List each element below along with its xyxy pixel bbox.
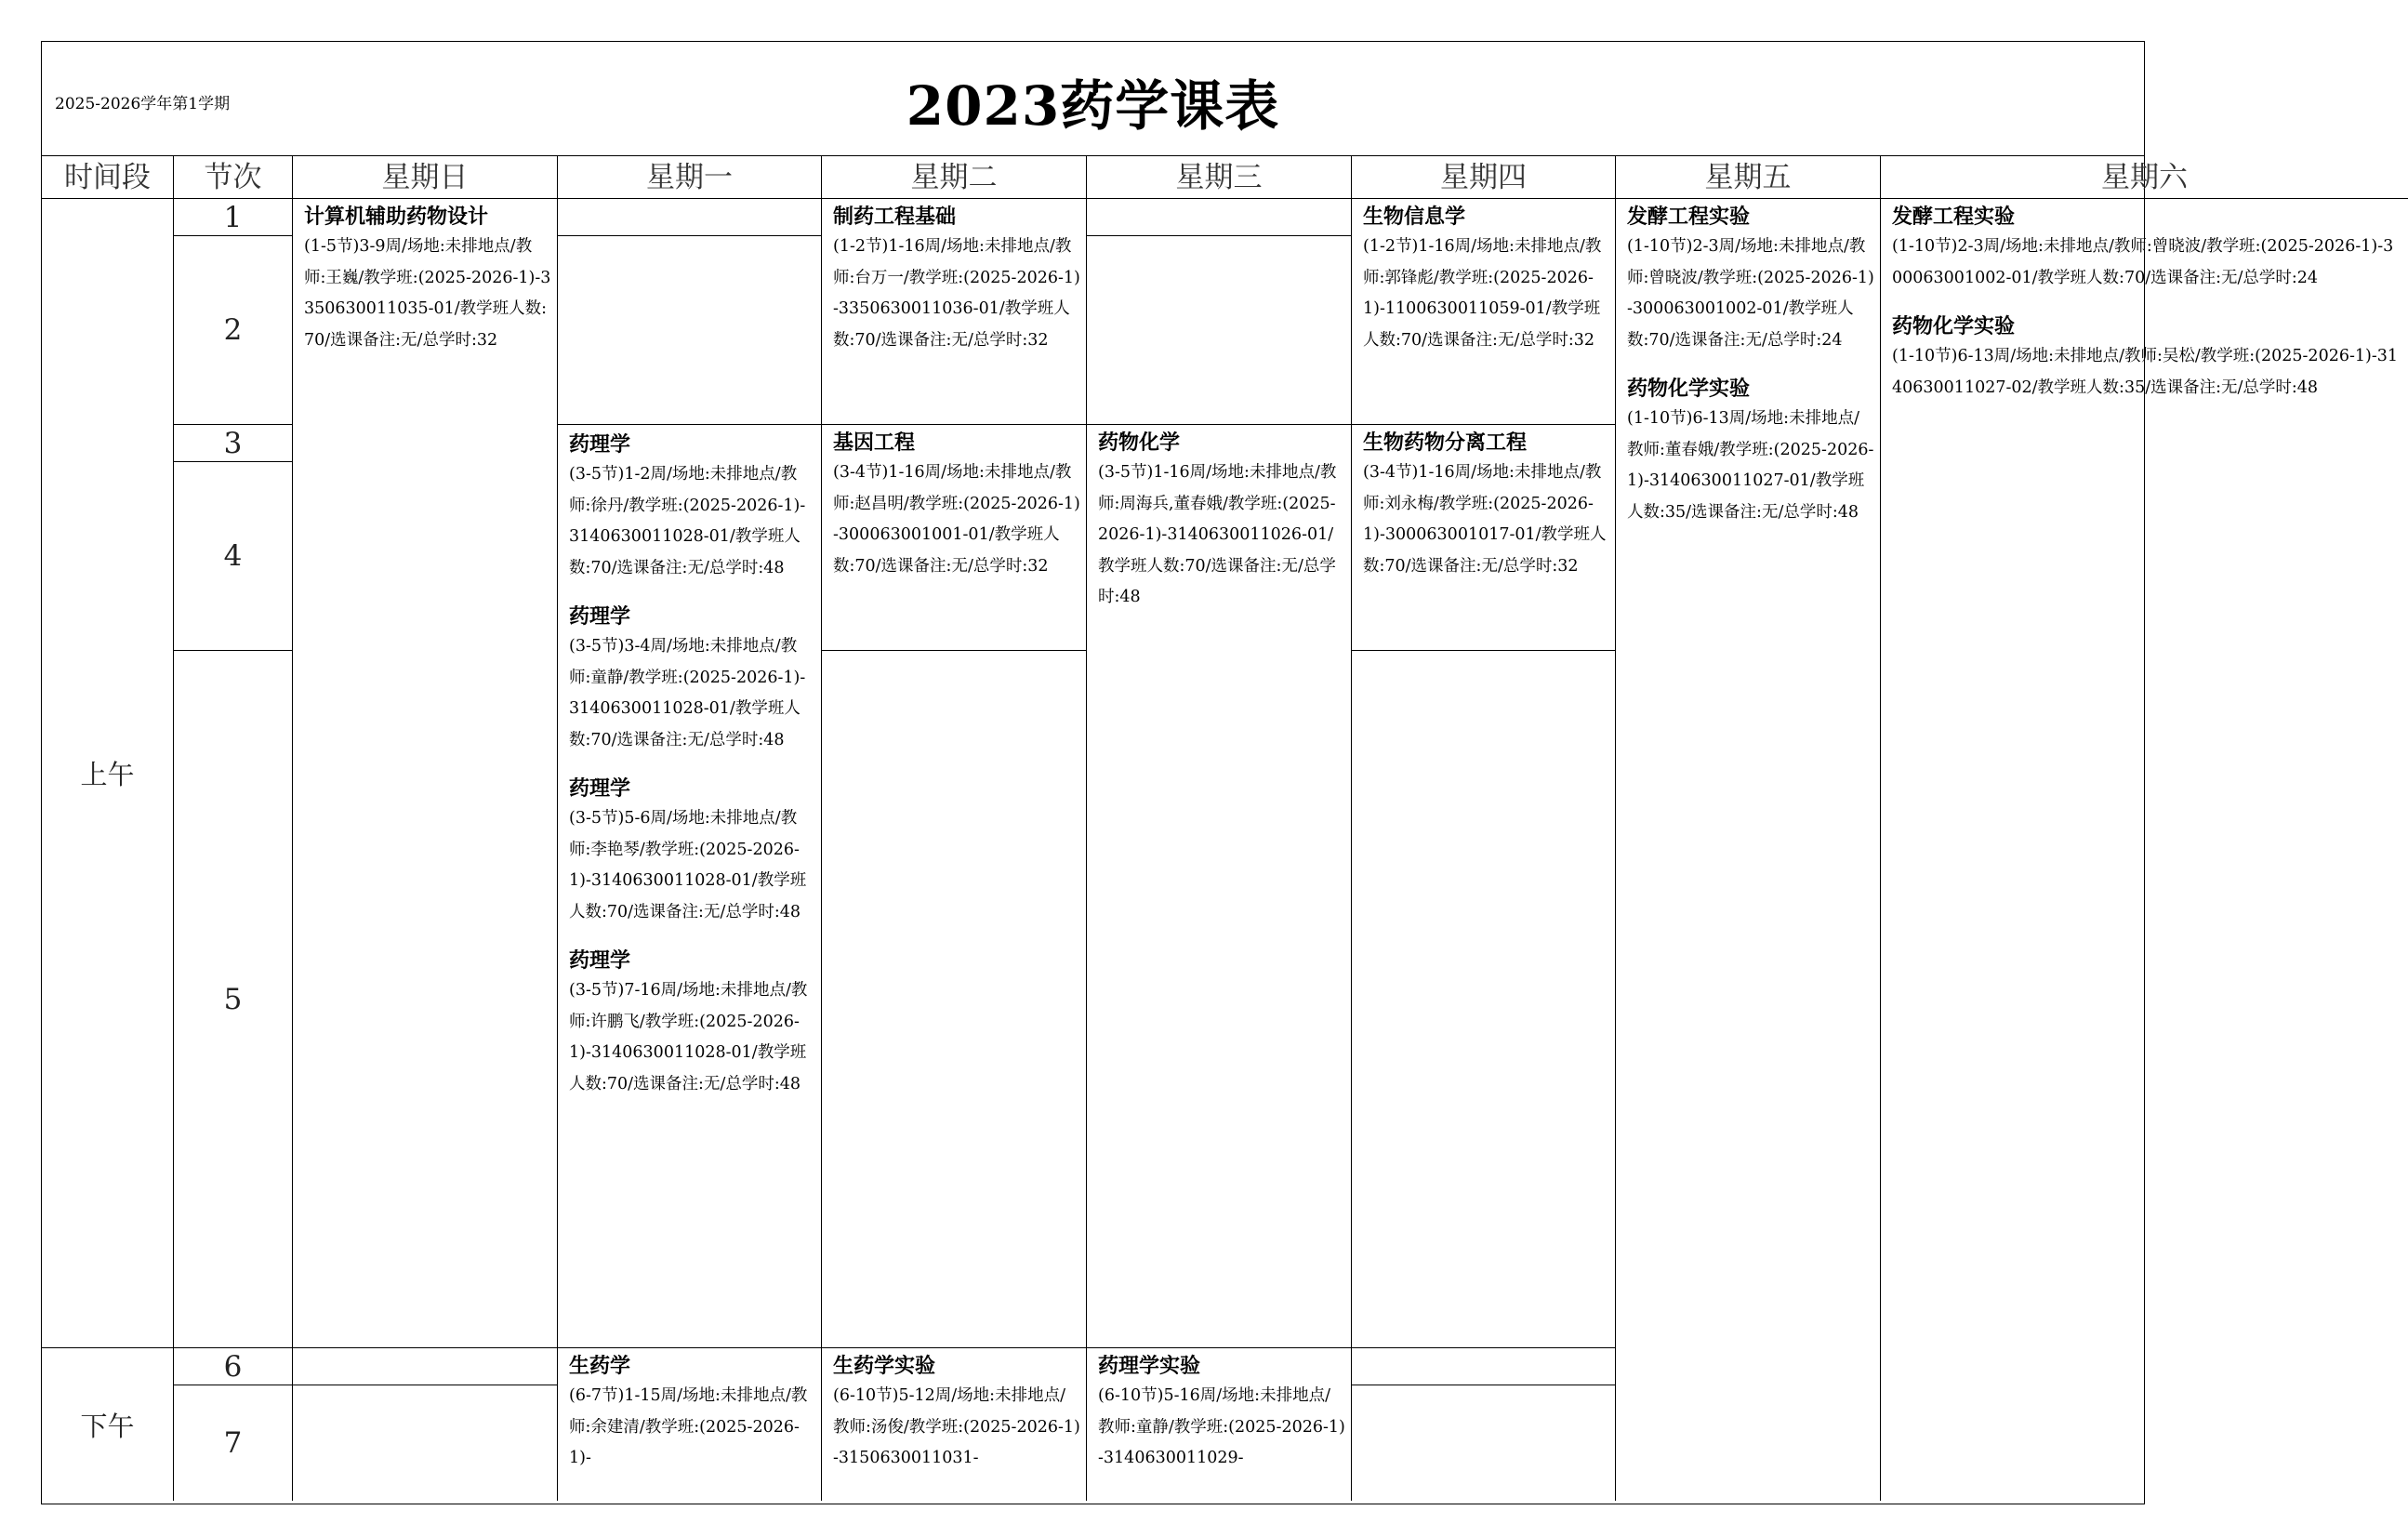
course-cell-sunday-1 xyxy=(293,199,558,1348)
course-cell-monday-3 xyxy=(558,425,822,1348)
course-detail: (1-10节)6-13周/场地:未排地点/教师:吴松/教学班:(2025-2026-1)-3140630011027-02/教学班人数:35/选课备注:无/总学时:48 xyxy=(1892,347,2399,397)
course-name: 药理学 xyxy=(569,605,631,629)
course-detail: (3-5节)3-4周/场地:未排地点/教师:童静/教学班:(2025-2026-1)-3140630011028-01/教学班人数:70/选课备注:无/总学时:48 xyxy=(569,637,806,749)
course-name: 药理学 xyxy=(569,949,631,973)
empty-cell xyxy=(1352,1385,1616,1501)
course-name: 发酵工程实验 xyxy=(1627,205,1751,229)
schedule-grid xyxy=(42,156,2399,1503)
course-detail: (3-5节)5-6周/场地:未排地点/教师:李艳琴/教学班:(2025-2026-1)-3140630011028-01/教学班人数:70/选课备注:无/总学时:48 xyxy=(569,809,807,921)
course-detail: (6-7节)1-15周/场地:未排地点/教师:余建清/教学班:(2025-2026-1)- xyxy=(569,1386,808,1467)
page-title: 2023药学课表 xyxy=(906,74,1280,138)
empty-cell xyxy=(293,1385,558,1501)
empty-cell xyxy=(1087,236,1352,425)
course-detail: (3-4节)1-16周/场地:未排地点/教师:刘永梅/教学班:(2025-2026-1)-300063001017-01/教学班人数:70/选课备注:无/总学时:32 xyxy=(1363,463,1607,576)
col-header-wednesday: 星期三 xyxy=(1087,156,1352,199)
timetable-sheet xyxy=(41,41,2399,1504)
empty-cell xyxy=(293,1348,558,1385)
course-detail: (3-5节)7-16周/场地:未排地点/教师:许鹏飞/教学班:(2025-2026-1)-3140630011028-01/教学班人数:70/选课备注:无/总学时:48 xyxy=(569,981,808,1093)
course-name: 药物化学 xyxy=(1098,431,1181,455)
col-header-friday: 星期五 xyxy=(1616,156,1881,199)
course-detail: (1-2节)1-16周/场地:未排地点/教师:郭锋彪/教学班:(2025-2026-1)-1100630011059-01/教学班人数:70/选课备注:无/总学时:32 xyxy=(1363,237,1602,350)
empty-cell xyxy=(558,199,822,236)
course-cell-saturday-1 xyxy=(1881,199,2408,1501)
slot-3: 3 xyxy=(174,425,293,462)
course-detail: (1-10节)2-3周/场地:未排地点/教师:曾晓波/教学班:(2025-2026-1)-300063001002-01/教学班人数:70/选课备注:无/总学时:24 xyxy=(1892,237,2394,287)
course-cell-tuesday-6 xyxy=(822,1348,1087,1501)
course-detail: (1-10节)2-3周/场地:未排地点/教师:曾晓波/教学班:(2025-2026-1)-300063001002-01/教学班人数:70/选课备注:无/总学时:24 xyxy=(1627,237,1874,350)
course-detail: (3-5节)1-16周/场地:未排地点/教师:周海兵,董春娥/教学班:(2025-2026-1)-3140630011026-01/教学班人数:70/选课备注:无/总学时:48 xyxy=(1098,463,1337,606)
course-name: 药理学 xyxy=(569,433,631,457)
col-header-thursday: 星期四 xyxy=(1352,156,1616,199)
course-name: 制药工程基础 xyxy=(833,205,957,229)
col-header-monday: 星期一 xyxy=(558,156,822,199)
course-name: 药理学 xyxy=(569,777,631,801)
course-detail: (1-5节)3-9周/场地:未排地点/教师:王巍/教学班:(2025-2026-1)-3350630011035-01/教学班人数:70/选课备注:无/总学时:32 xyxy=(304,237,551,350)
empty-cell xyxy=(1352,1348,1616,1385)
empty-cell xyxy=(558,236,822,425)
col-header-tuesday: 星期二 xyxy=(822,156,1087,199)
course-cell-friday-1 xyxy=(1616,199,1881,1501)
course-cell-thursday-1 xyxy=(1352,199,1616,425)
course-name: 药物化学实验 xyxy=(1892,315,2016,338)
col-header-period: 时间段 xyxy=(42,156,174,199)
course-cell-wednesday-6 xyxy=(1087,1348,1352,1501)
course-name: 生药学 xyxy=(569,1355,631,1378)
course-name: 药理学实验 xyxy=(1098,1355,1201,1378)
semester-label: 2025-2026学年第1学期 xyxy=(55,95,231,113)
course-name: 计算机辅助药物设计 xyxy=(304,205,489,229)
course-detail: (6-10节)5-12周/场地:未排地点/教师:汤俊/教学班:(2025-2026-1)-3150630011031- xyxy=(833,1386,1080,1467)
slot-1: 1 xyxy=(174,199,293,236)
empty-cell xyxy=(1352,651,1616,1348)
slot-5: 5 xyxy=(174,651,293,1348)
period-afternoon: 下午 xyxy=(42,1348,174,1501)
course-name: 发酵工程实验 xyxy=(1892,205,2016,229)
empty-cell xyxy=(1087,199,1352,236)
course-cell-tuesday-1 xyxy=(822,199,1087,425)
course-cell-tuesday-3 xyxy=(822,425,1087,651)
course-cell-monday-6 xyxy=(558,1348,822,1501)
col-header-saturday: 星期六 xyxy=(1881,156,2408,199)
empty-cell xyxy=(822,651,1087,1348)
course-cell-wednesday-3 xyxy=(1087,425,1352,1348)
slot-7: 7 xyxy=(174,1385,293,1501)
timetable-header xyxy=(42,42,2144,156)
course-name: 生药学实验 xyxy=(833,1355,936,1378)
course-detail: (3-5节)1-2周/场地:未排地点/教师:徐丹/教学班:(2025-2026-1)-3140630011028-01/教学班人数:70/选课备注:无/总学时:48 xyxy=(569,465,806,577)
col-header-sunday: 星期日 xyxy=(293,156,558,199)
period-morning: 上午 xyxy=(42,199,174,1348)
course-cell-thursday-3 xyxy=(1352,425,1616,651)
course-name: 基因工程 xyxy=(833,431,916,455)
col-header-slot: 节次 xyxy=(174,156,293,199)
slot-4: 4 xyxy=(174,462,293,651)
slot-6: 6 xyxy=(174,1348,293,1385)
course-name: 生物药物分离工程 xyxy=(1363,431,1528,455)
course-detail: (3-4节)1-16周/场地:未排地点/教师:赵昌明/教学班:(2025-2026-1)-300063001001-01/教学班人数:70/选课备注:无/总学时:32 xyxy=(833,463,1080,576)
course-name: 药物化学实验 xyxy=(1627,378,1751,401)
course-detail: (6-10节)5-16周/场地:未排地点/教师:童静/教学班:(2025-2026-1)-3140630011029- xyxy=(1098,1386,1345,1467)
course-name: 生物信息学 xyxy=(1363,205,1466,229)
course-detail: (1-10节)6-13周/场地:未排地点/教师:董春娥/教学班:(2025-2026-1)-3140630011027-01/教学班人数:35/选课备注:无/总学时:48 xyxy=(1627,409,1874,522)
slot-2: 2 xyxy=(174,236,293,425)
course-detail: (1-2节)1-16周/场地:未排地点/教师:台万一/教学班:(2025-2026-1)-3350630011036-01/教学班人数:70/选课备注:无/总学时:32 xyxy=(833,237,1080,350)
